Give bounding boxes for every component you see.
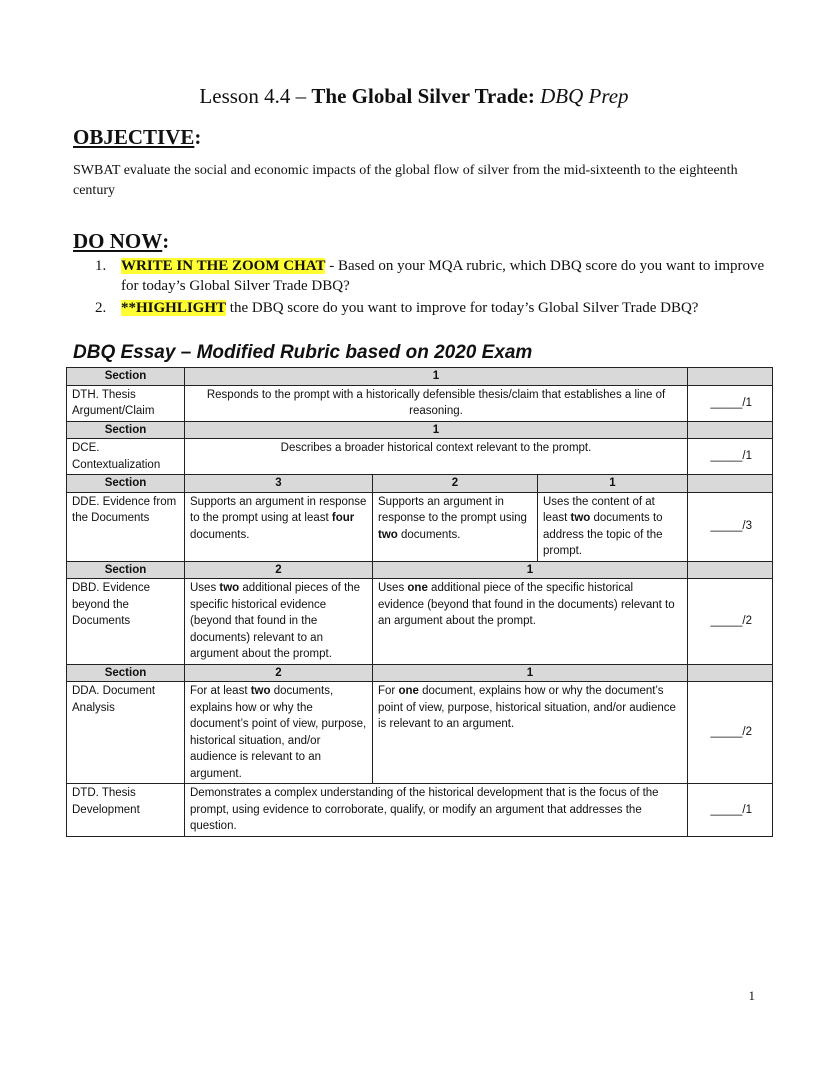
do-now-item — [95, 256, 765, 296]
highlighted-instruction: **HIGHLIGHT — [121, 300, 227, 316]
desc-emphasis: two — [570, 512, 591, 524]
criteria-description — [185, 682, 373, 784]
rubric-row-dce — [67, 439, 773, 475]
rubric-title: DBQ Essay – Modified Rubric based on 2020 Exam — [73, 342, 533, 363]
score-header-blank — [688, 421, 773, 439]
criteria-description — [373, 579, 688, 665]
do-now-list — [95, 256, 765, 320]
score-level-header: 2 — [185, 664, 373, 682]
desc-part: documents. — [397, 528, 461, 541]
desc-part: additional piece of the specific historical evidence (beyond that found in the documents) relevant to an argument about the prompt. — [378, 582, 675, 627]
criteria-description — [185, 492, 373, 561]
score-level-header: 1 — [185, 421, 688, 439]
title-bold: The Global Silver Trade: — [311, 84, 535, 108]
rubric-row-dbd — [67, 579, 773, 665]
desc-part: documents to address the topic of the prompt. — [543, 512, 663, 557]
desc-part: For — [378, 685, 399, 697]
do-now-item-body: - Based on your MQA rubric, which DBQ score do you want to improve for today’s Global Silver Trade DBQ? — [121, 258, 765, 294]
section-header: Section — [67, 421, 185, 439]
desc-emphasis: two — [219, 582, 240, 594]
score-level-header: 1 — [185, 368, 688, 386]
score-level-header: 2 — [185, 561, 373, 579]
rubric-header-row — [67, 475, 773, 493]
do-now-heading-colon: : — [162, 229, 170, 253]
objective-text: SWBAT evaluate the social and economic impacts of the global flow of silver from the mid-sixteenth to the eighteenth century — [73, 163, 738, 198]
section-label: DDE. Evidence from the Documents — [67, 492, 185, 561]
score-level-header: 1 — [373, 561, 688, 579]
highlighted-instruction: WRITE IN THE ZOOM CHAT — [121, 258, 326, 274]
section-label: DCE. Contextualization — [67, 439, 185, 475]
criteria-description — [538, 492, 688, 561]
rubric-row-dda — [67, 682, 773, 784]
section-label: DTH. Thesis Argument/Claim — [67, 385, 185, 421]
objective-heading — [73, 125, 201, 150]
desc-emphasis: two — [378, 528, 398, 541]
rubric-header-row — [67, 561, 773, 579]
do-now-item — [95, 298, 765, 318]
section-header: Section — [67, 664, 185, 682]
do-now-item-number: 1. — [95, 258, 107, 274]
score-blank: _____/1 — [688, 385, 773, 421]
score-blank: _____/3 — [688, 492, 773, 561]
criteria-description — [185, 579, 373, 665]
objective-heading-text: OBJECTIVE — [73, 125, 195, 149]
section-header: Section — [67, 368, 185, 386]
desc-part: document, explains how or why the document’s point of view, purpose, historical situation, and/or audience is relevant to an argument. — [378, 685, 676, 730]
desc-part: Supports an argument in response to the prompt using at least — [190, 495, 367, 524]
rubric-row-dde — [67, 492, 773, 561]
rubric-header-row — [67, 664, 773, 682]
desc-emphasis: two — [250, 685, 271, 697]
score-blank: _____/2 — [688, 682, 773, 784]
desc-part: Uses the content of at least — [543, 495, 655, 524]
rubric-header-row — [67, 421, 773, 439]
do-now-item-number: 2. — [95, 300, 107, 316]
criteria-description — [373, 682, 688, 784]
title-italic: DBQ Prep — [540, 84, 629, 108]
score-header-blank — [688, 561, 773, 579]
score-header-blank — [688, 664, 773, 682]
section-label: DTD. Thesis Development — [67, 784, 185, 837]
do-now-item-text — [121, 298, 698, 318]
desc-part: For at least — [190, 685, 251, 697]
criteria-description — [373, 492, 538, 561]
score-header-blank — [688, 475, 773, 493]
rubric-row-dtd — [67, 784, 773, 837]
desc-part: Uses — [378, 582, 408, 594]
section-label: DDA. Document Analysis — [67, 682, 185, 784]
score-blank: _____/2 — [688, 579, 773, 665]
do-now-heading-text: DO NOW — [73, 229, 163, 253]
do-now-item-body: the DBQ score do you want to improve for today’s Global Silver Trade DBQ? — [226, 300, 699, 316]
score-level-header: 2 — [373, 475, 538, 493]
rubric-header-row — [67, 368, 773, 386]
desc-part: documents, explains how or why the document’s point of view, purpose, historical situation, and/or audience is relevant to an argument. — [190, 685, 367, 780]
page-number: 1 — [748, 988, 755, 1003]
criteria-description: Describes a broader historical context relevant to the prompt. — [185, 439, 688, 475]
do-now-item-text — [121, 256, 765, 296]
desc-part: Supports an argument in response to the prompt using — [378, 495, 527, 524]
criteria-description: Responds to the prompt with a historically defensible thesis/claim that establishes a line of reasoning. — [185, 385, 688, 421]
title-prefix: Lesson 4.4 – — [199, 84, 312, 108]
desc-part: documents. — [190, 528, 250, 541]
score-level-header: 1 — [538, 475, 688, 493]
score-blank: _____/1 — [688, 439, 773, 475]
do-now-heading — [73, 229, 169, 254]
score-level-header: 3 — [185, 475, 373, 493]
score-header-blank — [688, 368, 773, 386]
desc-emphasis: four — [331, 512, 355, 524]
criteria-description: Demonstrates a complex understanding of the historical development that is the focus of the prompt, using evidence to corroborate, qualify, or modify an argument that addresses the question. — [185, 784, 688, 837]
rubric-table — [66, 367, 773, 837]
desc-part: additional pieces of the specific historical evidence (beyond that found in the documents) relevant to an argument about the prompt. — [190, 582, 361, 660]
rubric-row-dth — [67, 385, 773, 421]
lesson-title — [0, 84, 828, 109]
section-header: Section — [67, 561, 185, 579]
section-header: Section — [67, 475, 185, 493]
desc-part: Uses — [190, 582, 220, 594]
section-label: DBD. Evidence beyond the Documents — [67, 579, 185, 665]
score-level-header: 1 — [373, 664, 688, 682]
desc-emphasis: one — [407, 582, 428, 594]
desc-emphasis: one — [398, 685, 419, 697]
score-blank: _____/1 — [688, 784, 773, 837]
objective-heading-colon: : — [194, 125, 202, 149]
